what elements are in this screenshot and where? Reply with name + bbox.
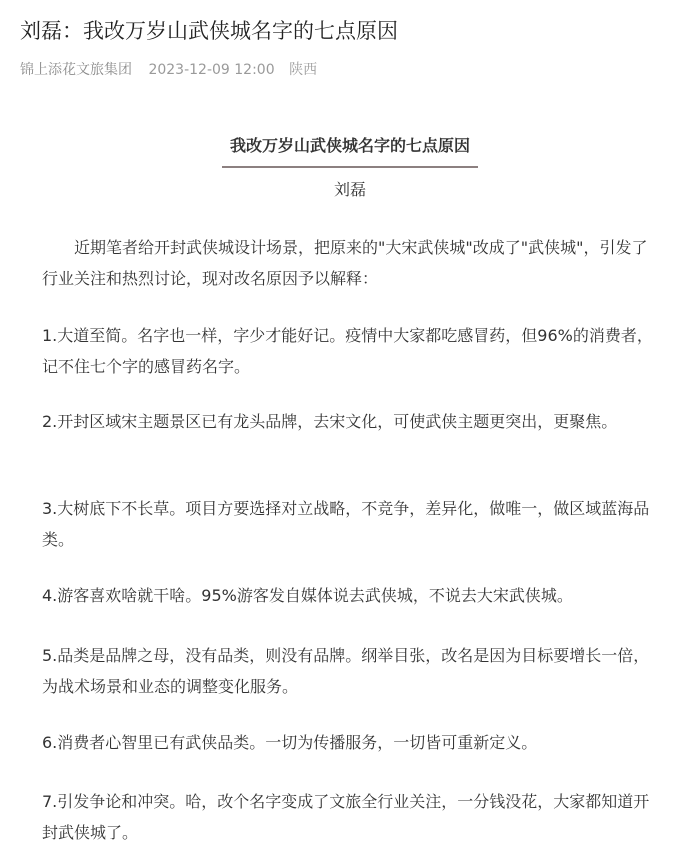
paragraph-intro: 近期笔者给开封武侠城设计场景，把原来的"大宋武侠城"改成了"武侠城"，引发了行业关注和热烈讨论，现对改名原因予以解释： [42,238,648,288]
paragraph-point-2: 2.开封区域宋主题景区已有龙头品牌，去宋文化，可使武侠主题更突出，更聚焦。 [42,412,618,431]
paragraph-point-7: 7.引发争论和冲突。哈，改个名字变成了文旅全行业关注，一分钱没花，大家都知道开封武侠城了。 [42,792,650,842]
paragraph-point-5: 5.品类是品牌之母，没有品类，则没有品牌。纲举目张，改名是因为目标要增长一倍，为战术场景和业态的调整变化服务。 [42,646,650,696]
article-meta [20,60,317,80]
inner-heading-block [0,134,700,168]
paragraph-point-1: 1.大道至简。名字也一样，字少才能好记。疫情中大家都吃感冒药，但96%的消费者，记不住七个字的感冒药名字。 [42,326,653,376]
paragraph-point-3: 3.大树底下不长草。项目方要选择对立战略，不竞争，差异化，做唯一，做区域蓝海品类。 [42,499,650,549]
publish-date: 2023-12-09 12:00 [148,62,275,78]
account-name-link[interactable]: 锦上添花文旅集团 [20,62,132,78]
inner-title: 我改万岁山武侠城名字的七点原因 [222,134,478,168]
inner-author: 刘磊 [333,180,366,199]
paragraph-point-4: 4.游客喜欢啥就干啥。95%游客发自媒体说去武侠城，不说去大宋武侠城。 [42,586,573,605]
paragraph-point-6: 6.消费者心智里已有武侠品类。一切为传播服务，一切皆可重新定义。 [42,733,538,752]
article-title: 刘磊：我改万岁山武侠城名字的七点原因 [20,19,398,43]
publish-location: 陕西 [289,62,318,78]
